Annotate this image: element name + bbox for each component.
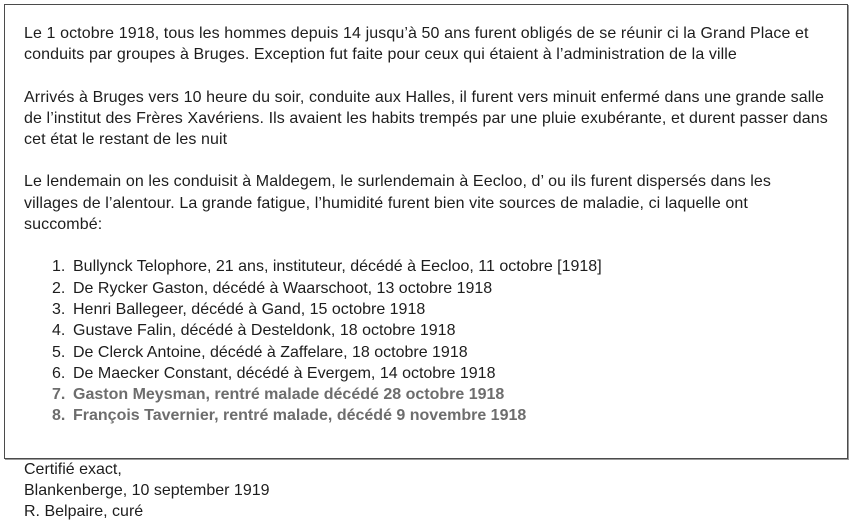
list-item-number: 4.	[52, 322, 66, 340]
deceased-list	[24, 256, 829, 426]
list-item	[24, 320, 829, 341]
paragraph-arrival-bruges: Arrivés à Bruges vers 10 heure du soir, conduite aux Halles, il furent vers minuit enfermé dans une grande salle de l’institut des Frères Xavériens. Ils avaient les habits trempés par une pluie exubérante, et durent passer dans cet état le restant de les nuit	[24, 88, 828, 149]
list-item-text: François Tavernier, rentré malade, décédé 9 novembre 1918	[73, 407, 527, 425]
list-item-number: 8.	[52, 407, 66, 425]
list-item	[24, 256, 829, 277]
list-item-number: 6.	[52, 364, 66, 382]
place-date-line: Blankenberge, 10 september 1919	[24, 482, 270, 500]
list-item	[24, 342, 829, 363]
list-item-highlighted	[24, 405, 829, 426]
list-item-number: 7.	[52, 386, 66, 404]
signature-line: R. Belpaire, curé	[24, 503, 144, 521]
list-item-text: Gustave Falin, décédé à Desteldonk, 18 octobre 1918	[73, 322, 456, 340]
certification-block	[24, 459, 829, 523]
list-item-text: De Rycker Gaston, décédé à Waarschoot, 13 octobre 1918	[73, 279, 493, 297]
list-item	[24, 363, 829, 384]
list-item	[24, 299, 829, 320]
list-item-text: Gaston Meysman, rentré malade décédé 28 octobre 1918	[73, 386, 505, 404]
list-item	[24, 278, 829, 299]
list-item-number: 3.	[52, 300, 66, 318]
document-page	[4, 4, 848, 521]
list-item-text: Bullynck Telophore, 21 ans, instituteur, décédé à Eecloo, 11 octobre [1918]	[73, 258, 602, 276]
paragraph-maldegem-eecloo: Le lendemain on les conduisit à Maldegem, le surlendemain à Eecloo, d’ ou ils furent dispersés dans les villages de l’alentour. La grande fatigue, l’humidité furent bien vite sources de maladie, ci laquelle ont succombé:	[24, 173, 772, 234]
paragraph-assembly-grand-place: Le 1 octobre 1918, tous les hommes depuis 14 jusqu’à 50 ans furent obligés de se réunir ci la Grand Place et conduits par groupes à Bruges. Exception fut faite pour ceux qui étaient à l’administration de la ville	[24, 25, 809, 64]
list-item-number: 1.	[52, 258, 66, 276]
list-item-text: Henri Ballegeer, décédé à Gand, 15 octobre 1918	[73, 300, 426, 318]
list-item-number: 5.	[52, 343, 66, 361]
list-item-text: De Maecker Constant, décédé à Evergem, 14 octobre 1918	[73, 364, 496, 382]
list-item-text: De Clerck Antoine, décédé à Zaffelare, 18 octobre 1918	[73, 343, 468, 361]
certification-line: Certifié exact,	[24, 460, 122, 478]
list-item-highlighted	[24, 384, 829, 405]
list-item-number: 2.	[52, 279, 66, 297]
